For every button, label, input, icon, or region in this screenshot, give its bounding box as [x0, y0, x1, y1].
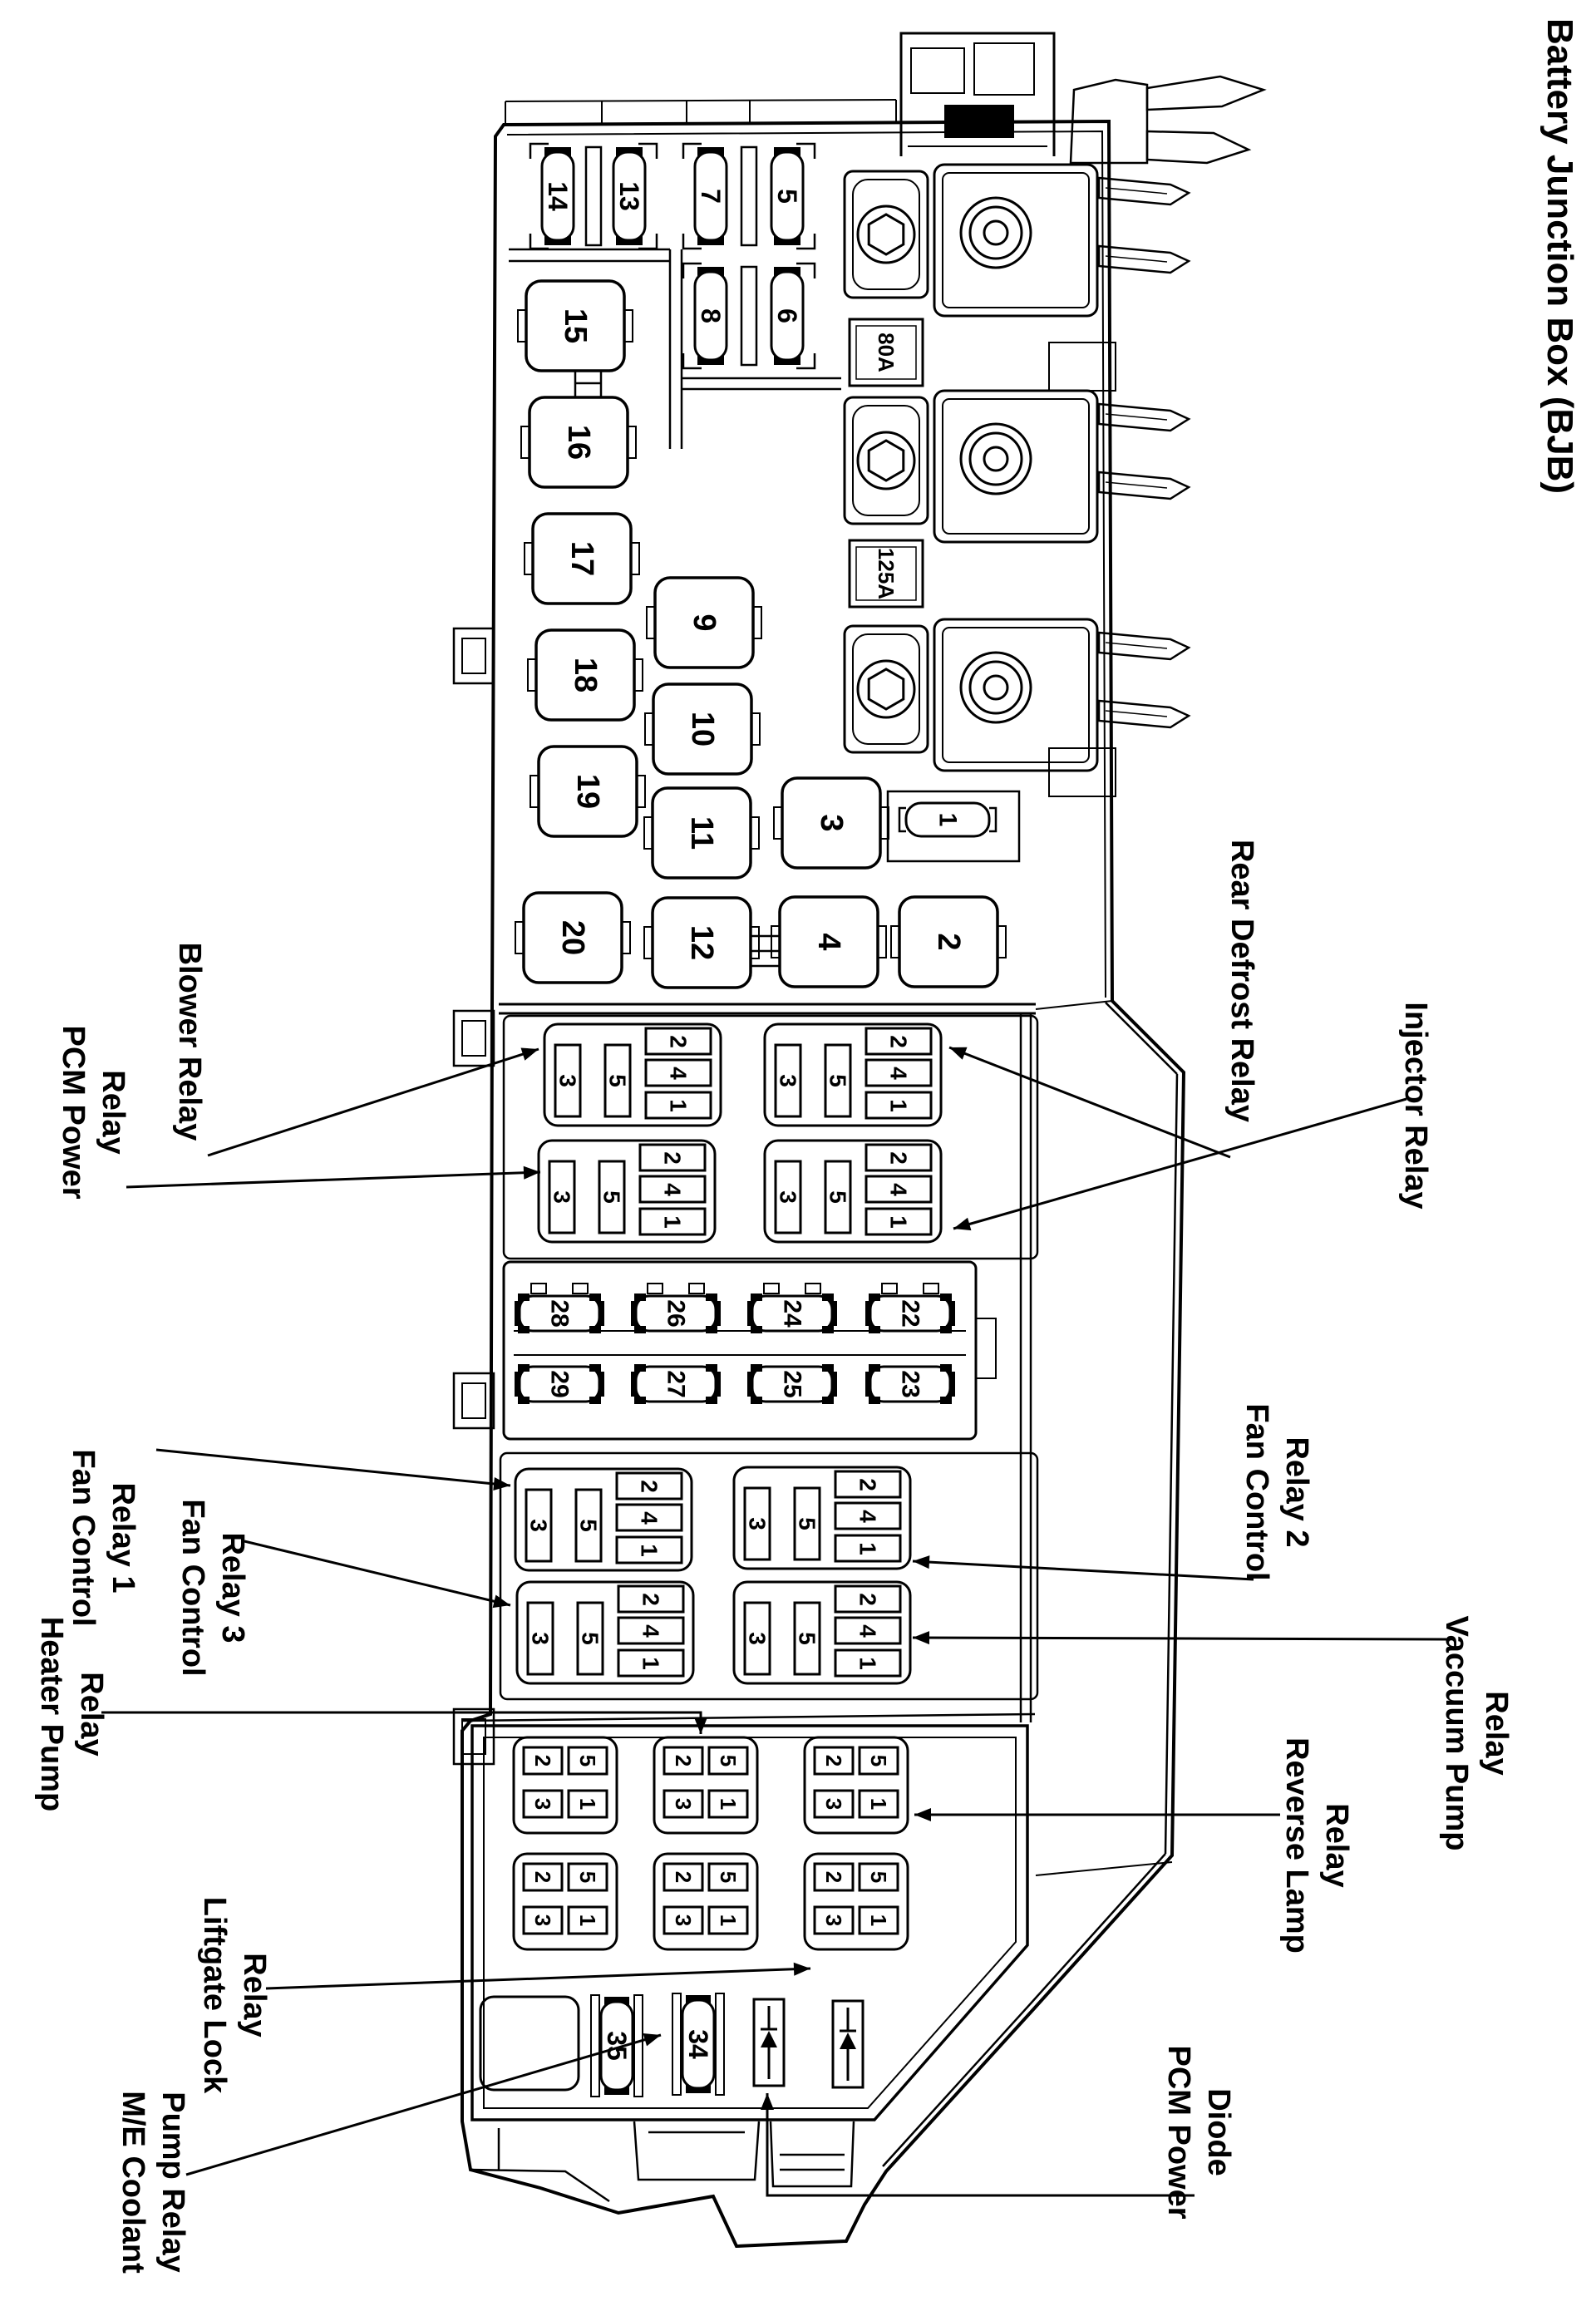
callout-label: Fan Control: [66, 1449, 101, 1627]
cartridge-fuse: [891, 897, 1006, 987]
diode-triangle: [761, 2031, 777, 2047]
relay-pin-number: 5: [716, 1870, 741, 1884]
relay-5pin: [734, 1582, 910, 1683]
relay-pin-number: 2: [659, 1151, 686, 1165]
mini-fuse-number: 14: [543, 181, 573, 211]
relay-pin-number: 4: [885, 1183, 912, 1196]
relay-pin-number: 3: [671, 1797, 696, 1811]
relay-pin-number: 1: [575, 1797, 600, 1811]
callout-label: Relay 2: [1279, 1436, 1314, 1548]
fuse-number: 4: [811, 933, 846, 951]
cartridge-fuse: [647, 578, 761, 668]
relay-pin-number: 1: [665, 1099, 692, 1112]
callout-fan-control-relay-1: [66, 1449, 511, 1626]
relay-5pin: [539, 1141, 715, 1242]
mini-fuse-number: 7: [696, 189, 726, 204]
stud-icon: [984, 447, 1007, 471]
mini-fuse: [747, 1364, 837, 1404]
mini-fuse-number: 27: [662, 1370, 690, 1398]
fusible-link: [850, 540, 923, 607]
mini-fuse-number: 22: [896, 1299, 924, 1328]
fuse-number: 34: [683, 2029, 713, 2059]
fuse-number: 2: [931, 933, 966, 951]
stud-icon: [961, 198, 1031, 268]
relay-4pin: [654, 1854, 757, 1949]
mini-fuse-number: 23: [896, 1370, 924, 1398]
relay-4pin: [514, 1854, 617, 1949]
callout-arrowhead: [761, 2093, 774, 2110]
callout-arrowhead: [913, 1555, 930, 1569]
callout-arrowhead: [521, 1042, 541, 1060]
callout-label: Relay: [237, 1953, 272, 2038]
callout-label: Relay: [74, 1672, 109, 1757]
relay-pin-number: 3: [527, 1632, 554, 1645]
relay-pin-number: 3: [530, 1914, 555, 1927]
mini-fuse-pair: [683, 264, 815, 368]
cartridge-fuse: [518, 281, 633, 371]
callout-fan-control-relay-2: [913, 1403, 1314, 1580]
fuse-number: 1: [933, 812, 962, 827]
cartridge-fuse: [530, 747, 645, 836]
relay-pin-number: 1: [659, 1215, 686, 1229]
mini-fuse-number: 26: [662, 1299, 690, 1328]
callout-label: Heater Pump: [34, 1616, 69, 1812]
relay-4pin: [805, 1737, 908, 1833]
callout-arrowhead: [952, 1218, 972, 1235]
relay-pin-number: 5: [598, 1190, 625, 1204]
relay-pin-number: 2: [671, 1754, 696, 1767]
terminal-stud-unit: [845, 619, 1189, 771]
callout-label: Relay: [1319, 1803, 1354, 1888]
relay-pin-number: 4: [638, 1624, 664, 1638]
relay-pin-number: 2: [671, 1870, 696, 1884]
relay-pin-number: 3: [744, 1632, 771, 1645]
relay-pin-number: 3: [775, 1190, 801, 1204]
fuse-number: 16: [561, 424, 596, 461]
mini-fuse-number: 29: [545, 1370, 574, 1398]
relay-pin-number: 1: [885, 1215, 912, 1229]
callout-arrowhead: [493, 1477, 511, 1492]
relay-pin-number: 4: [885, 1067, 912, 1080]
callout-label: M/E Coolant: [116, 2091, 150, 2274]
stud-housing: [934, 391, 1097, 542]
fomoco-label: FoMoCo: [946, 112, 1012, 131]
callout-arrowhead: [794, 1962, 811, 1976]
relay-pin-number: 5: [866, 1870, 891, 1884]
relay-5pin: [734, 1467, 910, 1569]
fuse-number: 19: [570, 773, 605, 810]
diode-triangle: [840, 2033, 856, 2049]
relay-pin-number: 2: [821, 1870, 846, 1884]
callout-arrowhead: [643, 2028, 663, 2046]
diode: [833, 2001, 863, 2087]
fusible-link: [850, 319, 923, 386]
relay-pin-number: 3: [525, 1519, 552, 1532]
relay-pin-number: 5: [575, 1754, 600, 1767]
mini-fuse: [631, 1364, 721, 1404]
terminal-stud-unit: [845, 391, 1189, 542]
mini-fuse-number: 24: [778, 1299, 806, 1328]
diode: [754, 1999, 784, 2086]
stud-icon: [970, 207, 1022, 259]
callout-leader-line: [186, 2035, 661, 2175]
callout-arrowhead: [914, 1808, 931, 1821]
relay-pin-number: 4: [855, 1624, 881, 1638]
cartridge-fuse: [771, 897, 886, 987]
relay-pin-number: 3: [775, 1074, 801, 1087]
relay-4pin: [654, 1737, 757, 1833]
mini-fuse: [865, 1284, 955, 1333]
relay-pin-number: 3: [821, 1797, 846, 1811]
relay-pin-number: 5: [716, 1754, 741, 1767]
callout-label: Fan Control: [1239, 1403, 1274, 1581]
relay-pin-number: 1: [885, 1099, 912, 1112]
fuse-number: 20: [555, 919, 590, 956]
relay-pin-number: 5: [794, 1632, 820, 1645]
callout-leader-line: [913, 1638, 1446, 1639]
cartridge-fuse: [528, 630, 643, 720]
relay-pin-number: 5: [825, 1190, 851, 1204]
callout-arrowhead: [493, 1595, 512, 1612]
relay-5pin: [544, 1024, 721, 1126]
cartridge-fuse: [774, 778, 889, 868]
page-title: Battery Junction Box (BJB): [1539, 18, 1580, 495]
fuse-number: 11: [684, 816, 719, 850]
relay-pin-number: 4: [665, 1067, 692, 1080]
relay-pin-number: 1: [855, 1657, 881, 1670]
mini-fuse: [747, 1284, 837, 1333]
relay-pin-number: 5: [577, 1632, 603, 1645]
callout-label: Liftgate Lock: [197, 1896, 232, 2094]
mini-fuse-number: 5: [772, 189, 802, 204]
callout-leader-line: [126, 1172, 540, 1187]
callout-label: Relay: [1479, 1691, 1514, 1776]
relay-4pin: [805, 1854, 908, 1949]
relay-pin-number: 5: [604, 1074, 631, 1087]
relay-pin-number: 2: [638, 1593, 664, 1606]
relay-pin-number: 2: [530, 1870, 555, 1884]
relay-pin-number: 3: [549, 1190, 575, 1204]
relay-pin-number: 1: [636, 1544, 663, 1557]
callout-arrowhead: [947, 1042, 967, 1060]
relay-pin-number: 2: [855, 1478, 881, 1491]
fuse-number: 10: [685, 711, 720, 747]
cartridge-fuse: [644, 898, 759, 988]
fuse-number: 35: [602, 2031, 632, 2061]
fusible-link-label: 125A: [874, 547, 899, 600]
cartridge-fuse: [644, 788, 759, 878]
callout-arrowhead: [913, 1631, 929, 1644]
fomoco-connector: [901, 33, 1054, 156]
relay-pin-number: 1: [575, 1914, 600, 1927]
relay-5pin: [765, 1141, 941, 1242]
callout-label: Reverse Lamp: [1279, 1737, 1314, 1954]
callout-leader-line: [244, 1541, 510, 1605]
fuse-number: 15: [558, 308, 593, 344]
fuse-number: 9: [687, 613, 722, 632]
relay-pin-number: 4: [855, 1510, 881, 1523]
stud-icon: [961, 653, 1031, 722]
pill-fuse: [899, 803, 996, 836]
relay-pin-number: 5: [575, 1870, 600, 1884]
callout-label: PCM Power: [56, 1025, 91, 1200]
relay-pin-number: 4: [659, 1183, 686, 1196]
relay-5pin: [517, 1582, 693, 1683]
callout-label: Relay 3: [215, 1532, 250, 1643]
relay-pin-number: 2: [885, 1035, 912, 1048]
callout-leader-line: [208, 1049, 539, 1156]
stud-icon: [984, 676, 1007, 699]
callout-label: Diode: [1201, 2088, 1236, 2176]
relay-pin-number: 1: [866, 1797, 891, 1811]
mini-fuse-number: 28: [545, 1299, 574, 1328]
callout-label: Relay 1: [106, 1482, 140, 1594]
mini-fuse-number: 25: [778, 1370, 806, 1398]
relay-pin-number: 1: [866, 1914, 891, 1927]
cartridge-fuse: [515, 893, 630, 983]
mini-fuse-number: 13: [614, 181, 644, 211]
stud-icon: [984, 221, 1007, 244]
callout-leader-line: [913, 1561, 1254, 1579]
relay-pin-number: 2: [530, 1754, 555, 1767]
callout-label: Vaccuum Pump: [1439, 1615, 1474, 1851]
callout-leader-line: [266, 1969, 810, 1988]
callout-leader-line: [101, 1712, 701, 1734]
callout-label: Blower Relay: [172, 942, 207, 1141]
stud-icon: [961, 424, 1031, 494]
relay-pin-number: 2: [821, 1754, 846, 1767]
callout-label: Fan Control: [175, 1499, 210, 1677]
relay-pin-number: 3: [821, 1914, 846, 1927]
relay-pin-number: 1: [716, 1797, 741, 1811]
callout-rear-defrost-relay: [947, 840, 1259, 1157]
relay-pin-number: 2: [885, 1151, 912, 1165]
relay-pin-number: 1: [855, 1542, 881, 1555]
mini-fuse-number: 6: [772, 308, 802, 323]
relay-5pin: [765, 1024, 941, 1126]
stud-icon: [970, 433, 1022, 485]
mini-fuse: [515, 1284, 604, 1333]
cartridge-fuse: [645, 684, 760, 774]
callout-label: Pump Relay: [155, 2092, 190, 2273]
mini-fuse: [865, 1364, 955, 1404]
fuse-number: 18: [568, 657, 603, 693]
cartridge-fuse: [521, 397, 636, 487]
mini-fuse: [515, 1364, 604, 1404]
fuse-number: 17: [564, 540, 599, 577]
callout-heater-pump-relay: [34, 1617, 707, 1811]
fuse-number: 12: [684, 924, 719, 961]
relay-pin-number: 5: [825, 1074, 851, 1087]
relay-pin-number: 3: [671, 1914, 696, 1927]
callout-label: PCM Power: [1161, 2045, 1196, 2220]
relay-pin-number: 4: [636, 1511, 663, 1525]
stud-housing: [934, 165, 1097, 316]
callout-pcm-power-relay: [56, 1025, 540, 1199]
bottom-fuse: [672, 1993, 724, 2095]
relay-pin-number: 2: [636, 1480, 663, 1493]
callout-injector-relay: [952, 1002, 1433, 1234]
relay-5pin: [515, 1469, 692, 1570]
relay-pin-number: 3: [744, 1517, 771, 1530]
mini-fuse-pair: [683, 144, 815, 249]
relay-4pin: [514, 1737, 617, 1833]
callout-label: Injector Relay: [1398, 1002, 1433, 1210]
relay-pin-number: 1: [716, 1914, 741, 1927]
callout-leader-line: [156, 1450, 510, 1486]
terminal-stud-unit: [845, 165, 1189, 316]
relay-pin-number: 3: [554, 1074, 581, 1087]
relay-pin-number: 2: [855, 1593, 881, 1606]
relay-pin-number: 3: [530, 1797, 555, 1811]
cartridge-fuse: [525, 514, 639, 604]
relay-pin-number: 5: [575, 1519, 602, 1532]
relay-pin-number: 1: [638, 1657, 664, 1670]
stud-icon: [970, 662, 1022, 713]
callout-liftgate-lock-relay: [197, 1897, 810, 2094]
relay-pin-number: 2: [665, 1035, 692, 1048]
fuse-number: 3: [814, 814, 849, 832]
mini-fuse-number: 8: [696, 308, 726, 323]
mini-fuse: [631, 1284, 721, 1333]
callout-label: Relay: [96, 1070, 131, 1155]
generated-content: [34, 144, 1514, 2274]
relay-pin-number: 5: [794, 1517, 820, 1530]
bottom-fuse: [591, 1995, 643, 2097]
callout-reverse-lamp-relay: [914, 1737, 1354, 1954]
callout-leader-line: [949, 1047, 1230, 1157]
callout-label: Rear Defrost Relay: [1224, 839, 1259, 1123]
relay-pin-number: 5: [866, 1754, 891, 1767]
fusible-link-label: 80A: [874, 333, 899, 372]
callout-fan-control-relay-3: [175, 1499, 512, 1676]
mini-fuse-pair: [530, 144, 657, 249]
